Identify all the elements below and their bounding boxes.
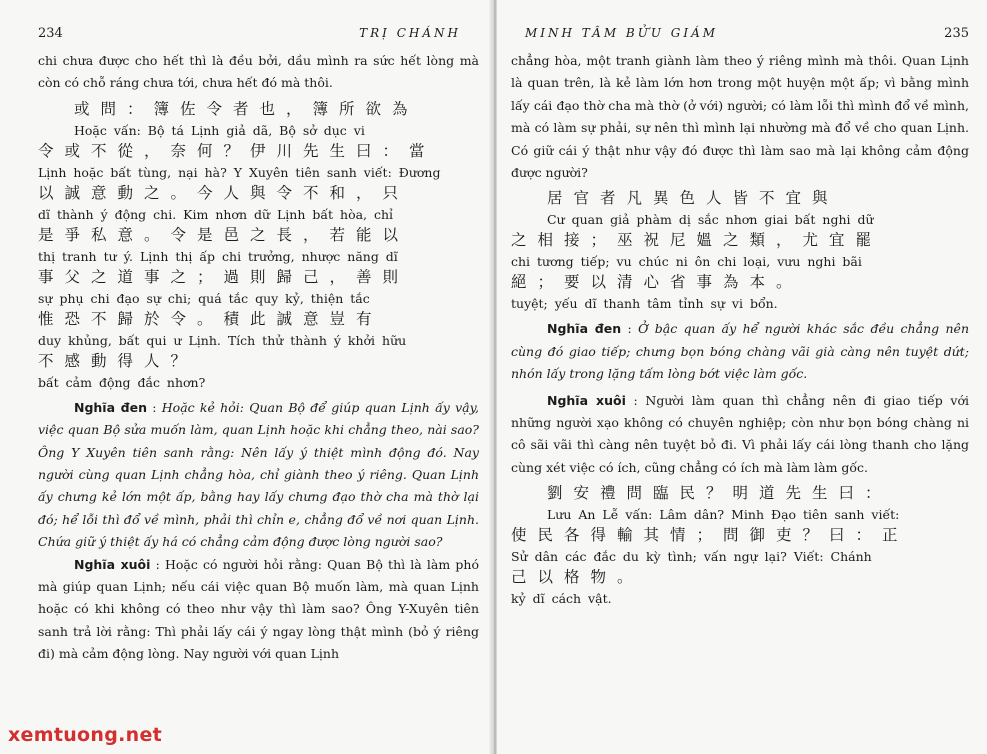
chinese-line: 惟恐不歸於令。積此誠意豈有 <box>38 309 383 328</box>
text-pair <box>511 525 969 567</box>
text-pair <box>511 483 969 525</box>
text-pair <box>38 267 479 309</box>
reading-line: tuyệt; yếu dĩ thanh tâm tỉnh sự vi bổn. <box>511 296 778 312</box>
nghia-den-paragraph: Nghĩa đen : Ở bậc quan ấy hể người khác sắc đều chẳng nên cùng đó giao tiếp; chưng bọn bóng chàng vãi già càng nên tuyệt dứt; nhón lấy trong lặng tấm lòng bớt việc làm gốc. <box>511 321 969 382</box>
chinese-line: 劉安禮問臨民？明道先生曰： <box>547 484 892 503</box>
nghia-den-text: Hoặc kẻ hỏi: Quan Bộ để giúp quan Lịnh ấy vậy, việc quan Bộ sửa muốn làm, quan Lịnh hoặc khi chẳng theo, nài sao? Ông Y Xuyên tiên sanh rằng: Nên lấy ý thiệt mình động đó. Nay người cùng quan Lịnh chẳng hòa, chỉ giành theo ý riêng. Quan Lịnh ấy chưng kẻ lớn một ấp, bằng hay lấy chưng đạo thờ cha mà thờ lại đó; hể lỗi thì đổ về mình, phải thì chỉn e, chẳng đổ về nơi quan Lịnh. Chứa giữ ý thiệt ấy há có chẳng cảm động được lòng người sao? <box>38 399 479 550</box>
reading-line: thị tranh tư ý. Lịnh thị ấp chi trưởng, nhược năng dĩ <box>38 248 398 264</box>
text-pair <box>38 309 479 351</box>
reading-line: Hoặc vấn: Bộ tá Lịnh giả dã, Bộ sở dục vi <box>74 122 365 138</box>
chinese-line: 事父之道事之；過則歸己，善則 <box>38 267 410 286</box>
text-pair <box>38 141 479 183</box>
chinese-line: 是爭私意。令是邑之長，若能以 <box>38 225 410 244</box>
right-intro-paragraph: chẳng hòa, một tranh giành làm theo ý riêng mình mà thôi. Quan Lịnh là quan trên, là kẻ làm lớn hơn trong một huyện một ấp; vì bằng mình lấy cái đạo thờ cha mà thờ (ở với) người; có làm lỗi thì mình đổ về mình, mà có làm sự phải, sự nên thì mình lại nhường mà đổ về cho quan Lịnh. Có giữ cái ý thật như vậy đó được thì làm sao mà lại không cảm động được người? <box>511 53 969 181</box>
text-pair <box>511 272 969 314</box>
page-number-right: 235 <box>944 26 969 41</box>
reading-line: Cư quan giả phàm dị sắc nhơn giai bất nghi dữ <box>547 212 874 228</box>
reading-line: kỷ dĩ cách vật. <box>511 591 612 607</box>
reading-line: Lưu An Lễ vấn: Lâm dân? Minh Đạo tiên sanh viết: <box>547 507 900 523</box>
chinese-line: 居官者凡異色人皆不宜與 <box>547 189 839 208</box>
reading-line: duy khủng, bất qui ư Lịnh. Tích thử thành ý khởi hữu <box>38 332 407 348</box>
chinese-line: 不感動得人？ <box>38 351 198 370</box>
nghia-den-text: Ở bậc quan ấy hể người khác sắc đều chẳng nên cùng đó giao tiếp; chưng bọn bóng chàng vãi già càng nên tuyệt dứt; nhón lấy trong lặng tấm lòng bớt việc làm gốc. <box>511 321 969 382</box>
nghia-xuoi-text: Hoặc có người hỏi rằng: Quan Bộ thì là làm phó mà giúp quan Lịnh; nếu cái việc quan Bộ muốn làm, mà quan Lịnh hoặc có khi không có theo như vậy thì làm sao? Ông Y-Xuyên tiên sanh trả lời rằng: Thì phải lấy cái ý ngay lòng thật mình (bỏ ý riêng đi) mà cảm động lòng. Nay người với quan Lịnh <box>38 556 479 662</box>
chinese-line: 己以格物。 <box>511 568 644 587</box>
text-pair <box>38 99 479 141</box>
reading-line: dĩ thành ý động chi. Kim nhơn dữ Lịnh bất hòa, chỉ <box>38 206 394 222</box>
nghia-den-label: Nghĩa đen <box>74 399 148 415</box>
chinese-line: 使民各得輸其情；問御吏？曰：正 <box>511 526 909 545</box>
running-head-right: MINH TÂM BỬU GIÁM <box>525 26 719 40</box>
left-intro-paragraph: chi chưa được cho hết thì là đều bởi, dầu mình ra sức hết lòng mà còn có chỗ ráng chưa tới, chưa hết đó mà thôi. <box>38 53 479 91</box>
left-page-header <box>38 22 479 50</box>
text-pair <box>38 225 479 267</box>
right-page <box>497 0 987 754</box>
text-pair <box>511 230 969 272</box>
nghia-xuoi-paragraph: Nghĩa xuôi : Người làm quan thì chẳng nên đi giao tiếp với những người xạo không có chuyên nghiệp; còn như bọn bóng chàng ni cô sãi vãi thì càng nên tuyệt bỏ đi. Vì phải lấy cái lòng thanh cho lặng cùng xét việc có ích, cũng chẳng có ích mà làm làm gốc. <box>511 392 969 475</box>
reading-line: sự phụ chi đạo sự chi; quá tắc quy kỷ, thiện tắc <box>38 290 370 306</box>
nghia-den-label: Nghĩa đen <box>547 321 622 337</box>
nghia-xuoi-label: Nghĩa xuôi <box>74 556 151 572</box>
reading-line: Sử dân các đắc du kỳ tình; vấn ngự lại? Viết: Chánh <box>511 549 872 565</box>
reading-line: bất cảm động đắc nhơn? <box>38 374 206 390</box>
text-pair <box>38 183 479 225</box>
text-pair <box>511 567 969 609</box>
chinese-line: 令或不從，奈何？伊川先生曰：當 <box>38 141 436 160</box>
nghia-xuoi-text: Người làm quan thì chẳng nên đi giao tiếp với những người xạo không có chuyên nghiệp; còn như bọn bóng chàng ni cô sãi vãi thì càng nên tuyệt bỏ đi. Vì phải lấy cái lòng thanh cho lặng cùng xét việc có ích, cũng chẳng có ích mà làm làm gốc. <box>511 392 969 475</box>
chinese-line: 絕；要以清心省事為本。 <box>511 273 803 292</box>
left-page <box>0 0 493 754</box>
left-page-body <box>38 50 479 666</box>
reading-line: chi tương tiếp; vu chúc ni ôn chi loại, vưu nghi bãi <box>511 254 862 270</box>
nghia-xuoi-paragraph: Nghĩa xuôi : Hoặc có người hỏi rằng: Quan Bộ thì là làm phó mà giúp quan Lịnh; nếu cái việc quan Bộ muốn làm, mà quan Lịnh hoặc có khi không có theo như vậy thì làm sao? Ông Y-Xuyên tiên sanh trả lời rằng: Thì phải lấy cái ý ngay lòng thật mình (bỏ ý riêng đi) mà cảm động lòng. Nay người với quan Lịnh <box>38 556 479 662</box>
right-page-body <box>511 50 969 609</box>
reading-line: Lịnh hoặc bất tùng, nại hà? Y Xuyên tiên sanh viết: Đương <box>38 164 441 180</box>
chinese-line: 之相接；巫祝尼媼之類，尤宜罷 <box>511 231 883 250</box>
running-head-left: TRỊ CHÁNH <box>359 26 461 40</box>
nghia-den-paragraph: Nghĩa đen : Hoặc kẻ hỏi: Quan Bộ để giúp quan Lịnh ấy vậy, việc quan Bộ sửa muốn làm, quan Lịnh hoặc khi chẳng theo, nài sao? Ông Y Xuyên tiên sanh rằng: Nên lấy ý thiệt mình động đó. Nay người cùng quan Lịnh chẳng hòa, chỉ giành theo ý riêng. Quan Lịnh ấy chưng kẻ lớn một ấp, bằng hay lấy chưng đạo thờ cha mà thờ lại đó; hể lỗi thì đổ về mình, phải thì chỉn e, chẳng đổ về nơi quan Lịnh. Chứa giữ ý thiệt ấy há có chẳng cảm động được lòng người sao? <box>38 399 479 550</box>
right-page-header <box>511 22 969 50</box>
text-pair <box>511 188 969 230</box>
chinese-line: 或問：簿佐令者也，簿所欲為 <box>74 99 419 118</box>
watermark: xemtuong.net <box>8 724 163 746</box>
nghia-xuoi-label: Nghĩa xuôi <box>547 392 626 408</box>
page-number-left: 234 <box>38 26 63 41</box>
chinese-line: 以誠意動之。今人與令不和，只 <box>38 183 410 202</box>
text-pair <box>38 351 479 393</box>
